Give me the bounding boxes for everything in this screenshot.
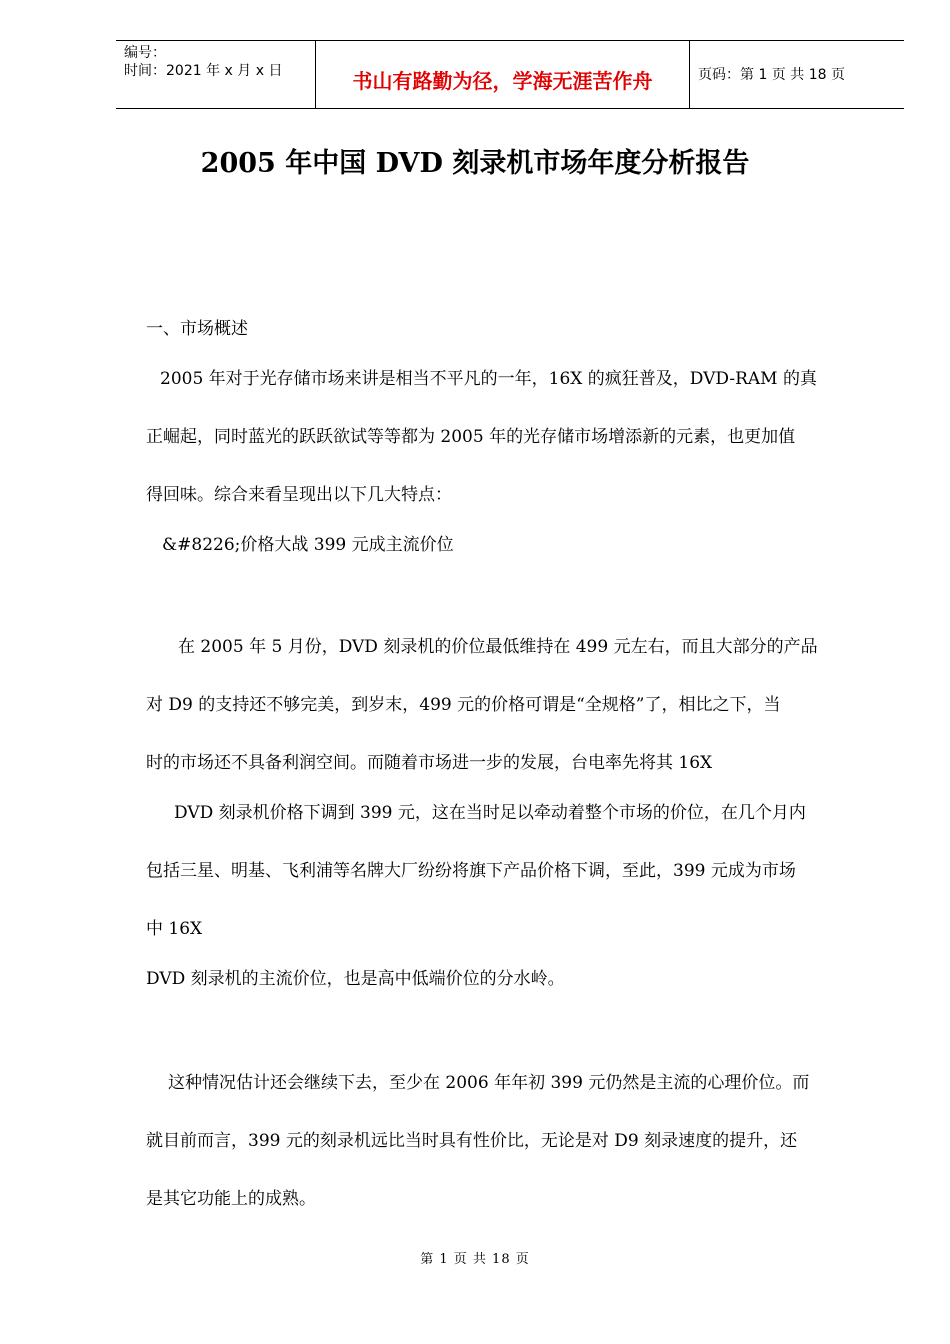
paragraph-line: 正崛起，同时蓝光的跃跃欲试等等都为 2005 年的光存储市场增添新的元素，也更加值 [146,427,796,447]
number-label: 编号： [124,45,166,61]
paragraph-line: 就目前而言，399 元的刻录机远比当时具有性价比，无论是对 D9 刻录速度的提升，还 [146,1131,798,1151]
document-title: 2005 年中国 DVD 刻录机市场年度分析报告 [200,148,750,179]
header-page-cell [690,41,904,108]
paragraph-line: 是其它功能上的成熟。 [146,1189,316,1209]
paragraph-line: DVD 刻录机的主流价位，也是高中低端价位的分水岭。 [146,969,565,989]
header-info-cell [116,41,316,108]
document-header [116,40,904,109]
paragraph-line: 对 D9 的支持还不够完美，到岁末，499 元的价格可谓是“全规格”了，相比之下，当 [146,695,781,715]
paragraph-line: 2005 年对于光存储市场来讲是相当不平凡的一年，16X 的疯狂普及，DVD-RAM 的真 [160,369,817,389]
paragraph-line: 得回味。综合来看呈现出以下几大特点： [146,485,452,505]
header-motto: 书山有路勤为径，学海无涯苦作舟 [352,69,653,93]
time-label: 时间：2021 年 x 月 x 日 [124,63,283,79]
paragraph-line: 时的市场还不具备利润空间。而随着市场进一步的发展，台电率先将其 16X [146,753,713,773]
paragraph-line: 中 16X [146,919,203,939]
header-motto-cell [316,41,690,108]
paragraph-line: 这种情况估计还会继续下去，至少在 2006 年年初 399 元仍然是主流的心理价位。而 [168,1073,810,1093]
bullet-item: &#8226;价格大战 399 元成主流价位 [162,535,454,555]
paragraph-line: DVD 刻录机价格下调到 399 元，这在当时足以牵动着整个市场的价位，在几个月内 [174,803,806,823]
paragraph-line: 包括三星、明基、飞利浦等名牌大厂纷纷将旗下产品价格下调，至此，399 元成为市场 [146,861,796,881]
page-footer: 第 1 页 共 18 页 [420,1252,530,1267]
section-heading: 一、市场概述 [146,319,248,339]
paragraph-line: 在 2005 年 5 月份，DVD 刻录机的价位最低维持在 499 元左右，而且大部分的产品 [178,637,818,657]
page-info: 页码：第 1 页 共 18 页 [698,67,845,83]
